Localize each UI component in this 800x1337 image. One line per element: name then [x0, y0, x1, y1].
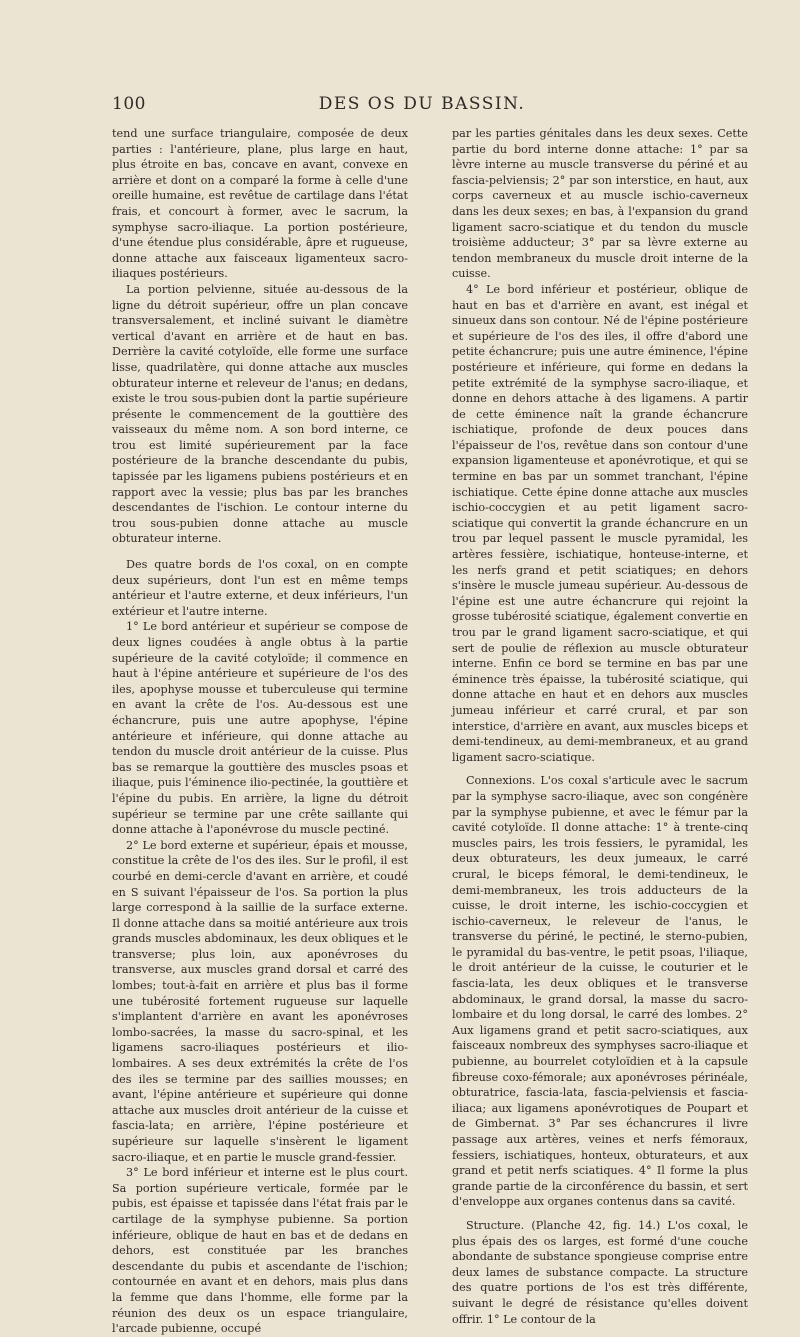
paragraph: 1° Le bord antérieur et supérieur se compose de deux lignes coudées à angle obtus à la partie supérieure de la cavité cotyloïde; il commence en haut à l'épine antérieure et supérieure de l'os des iles, apophyse mousse et tuberculeuse qui termine en avant la crête de l'os. Au-dessous est une échancrure, puis une autre apophyse, l'épine antérieure et inférieure, qui donne attache au tendon du muscle droit antérieur de la cuisse. Plus bas se remarque la gouttière des muscles psoas et iliaque, puis l'éminence ilio-pectinée, la gouttière et l'épine du pubis. En arrière, la ligne du détroit supérieur se termine par une crête saillante qui donne attache à l'aponévrose du muscle pectiné.: [112, 620, 408, 837]
running-title: DES OS DU BASSIN.: [318, 94, 526, 114]
paragraph: 4° Le bord inférieur et postérieur, oblique de haut en bas et d'arrière en avant, est inégal et sinueux dans son contour. Né de l'épine postérieure et supérieure de l'os des iles, il offre d'abord une petite échancrure; puis une autre éminence, l'épine postérieure et inférieure, qui forme en dedans la petite extrémité de la symphyse sacro-iliaque, et donne en dehors attache à des ligamens. A partir de cette éminence naît la grande échancrure ischiatique, profonde de deux pouces dans l'épaisseur de l'os, revêtue dans son contour d'une expansion ligamenteuse et aponévrotique, et qui se termine en bas par un sommet tranchant, l'épine ischiatique. Cette épine donne attache aux muscles ischio-coccygien et au petit ligament sacro-sciatique qui convertit la grande échancrure en un trou par lequel passent le muscle pyramidal, les artères fessière, ischiatique, honteuse-interne, et les nerfs grand et petit sciatiques; en dehors s'insère le muscle jumeau supérieur. Au-dessous de l'épine est une autre échancrure qui rejoint la grosse tubérosité sciatique, également convertie en trou par le grand ligament sacro-sciatique, et qui sert de poulie de réflexion au muscle obturateur interne. Enfin ce bord se termine en bas par une éminence très épaisse, la tubérosité sciatique, qui donne attache en haut et en dehors aux muscles jumeau inférieur et carré crural, et par son interstice, d'arrière en avant, aux muscles biceps et demi-tendineux, au demi-membraneux, et au grand ligament sacro-sciatique.: [452, 282, 748, 764]
page-header: [112, 94, 732, 120]
paragraph: Des quatre bords de l'os coxal, on en compte deux supérieurs, dont l'un est en même temps antérieur et l'autre externe, et deux inférieurs, l'un extérieur et l'autre interne.: [112, 558, 408, 618]
paragraph: par les parties génitales dans les deux sexes. Cette partie du bord interne donne attache: 1° par sa lèvre interne au muscle transverse du périné et au fascia-pelviensis; 2° par son interstice, en haut, aux corps caverneux et au muscle ischio-caverneux dans les deux sexes; en bas, à l'expansion du grand ligament sacro-sciatique et du tendon du muscle troisième adducteur; 3° par sa lèvre externe au tendon membraneux du muscle droit interne de la cuisse.: [452, 127, 748, 281]
paragraph: 3° Le bord inférieur et interne est le plus court. Sa portion supérieure verticale, formée par le pubis, est épaisse et tapissée dans l'état frais par le cartilage de la symphyse pubienne. Sa portion inférieure, oblique de haut en bas et de dedans en dehors, est constituée par les branches descendante du pubis et ascendante de l'ischion; contournée en avant et en dehors, mais plus dans la femme que dans l'homme, elle forme par la réunion des deux os un espace triangulaire, l'arcade pubienne, occupé: [112, 1166, 408, 1336]
paragraph: La portion pelvienne, située au-dessous de la ligne du détroit supérieur, offre un plan concave transversalement, et incliné suivant le diamètre vertical d'avant en arrière et de haut en bas. Derrière la cavité cotyloïde, elle forme une surface lisse, quadrilatère, qui donne attache aux muscles obturateur interne et releveur de l'anus; en dedans, existe le trou sous-pubien dont la partie supérieure présente le commencement de la gouttière des vaisseaux du même nom. A son bord interne, ce trou est limité supérieurement par la face postérieure de la branche descendante du pubis, tapissée par les ligamens pubiens postérieurs et en rapport avec la vessie; plus bas par les branches descendantes de l'ischion. Le contour interne du trou sous-pubien donne attache au muscle obturateur interne.: [112, 282, 408, 546]
paragraph: 2° Le bord externe et supérieur, épais et mousse, constitue la crête de l'os des iles. Sur le profil, il est courbé en demi-cercle d'avant en arrière, et coudé en S suivant l'épaisseur de l'os. Sa portion la plus large correspond à la saillie de la surface externe. Il donne attache dans sa moitié antérieure aux trois grands muscles abdominaux, les deux obliques et le transverse; plus loin, aux aponévroses du transverse, aux muscles grand dorsal et carré des lombes; tout-à-fait en arrière et plus bas il forme une tubérosité fortement rugueuse sur laquelle s'implantent d'arrière en avant les aponévroses lombo-sacrées, la masse du sacro-spinal, et les ligamens sacro-iliaques postérieurs et ilio-lombaires. A ses deux extrémités la crête de l'os des iles se termine par des saillies mousses; en avant, l'épine antérieure et supérieure qui donne attache aux muscles droit antérieur de la cuisse et fascia-lata; en arrière, l'épine postérieure et supérieure sur laquelle s'insèrent le ligament sacro-iliaque, et en partie le muscle grand-fessier.: [112, 838, 408, 1164]
right-column: [452, 126, 748, 1327]
paragraph: tend une surface triangulaire, composée de deux parties : l'antérieure, plane, plus large en haut, plus étroite en bas, concave en avant, convexe en arrière et dont on a comparé la forme à celle d'une oreille humaine, est revêtue de cartilage dans l'état frais, et concourt à former, avec le sacrum, la symphyse sacro-iliaque. La portion postérieure, d'une étendue plus considérable, âpre et rugueuse, donne attache aux faisceaux ligamenteux sacro-iliaques postérieurs.: [112, 127, 408, 281]
left-column: [112, 126, 408, 1337]
paragraph: Structure. (Planche 42, fig. 14.) L'os coxal, le plus épais des os larges, est formé d'une couche abondante de substance spongieuse comprise entre deux lames de substance compacte. La structure des quatre portions de l'os est très différente, suivant le degré de résistance qu'elles doivent offrir. 1° Le contour de la: [452, 1218, 748, 1326]
page-number: 100: [112, 94, 146, 114]
paragraph: Connexions. L'os coxal s'articule avec le sacrum par la symphyse sacro-iliaque, avec son congénère par la symphyse pubienne, et avec le fémur par la cavité cotyloïde. Il donne attache: 1° à trente-cinq muscles pairs, les trois fessiers, le pyramidal, les deux obturateurs, les deux jumeaux, le carré crural, le biceps fémoral, le demi-tendineux, le demi-membraneux, les trois adducteurs de la cuisse, le droit interne, les ischio-coccygien et ischio-caverneux, le releveur de l'anus, le transverse du périné, le pectiné, le sterno-pubien, le pyramidal du bas-ventre, le petit psoas, l'iliaque, le droit antérieur de la cuisse, le couturier et le fascia-lata, les deux obliques et le transverse abdominaux, le grand dorsal, la masse du sacro-lombaire et du long dorsal, le carré des lombes. 2° Aux ligamens grand et petit sacro-sciatiques, aux faisceaux nombreux des symphyses sacro-iliaque et pubienne, au bourrelet cotyloïdien et à la capsule fibreuse coxo-fémorale; aux aponévroses périnéale, obturatrice, fascia-lata, fascia-pelviensis et fascia-iliaca; aux ligamens aponévrotiques de Poupart et de Gimbernat. 3° Par ses échancrures il livre passage aux artères, veines et nerfs fémoraux, fessiers, ischiatiques, honteux, obturateurs, et aux grand et petit nerfs sciatiques. 4° Il forme la plus grande partie de la circonférence du bassin, et sert d'enveloppe aux organes contenus dans sa cavité.: [452, 774, 748, 1209]
